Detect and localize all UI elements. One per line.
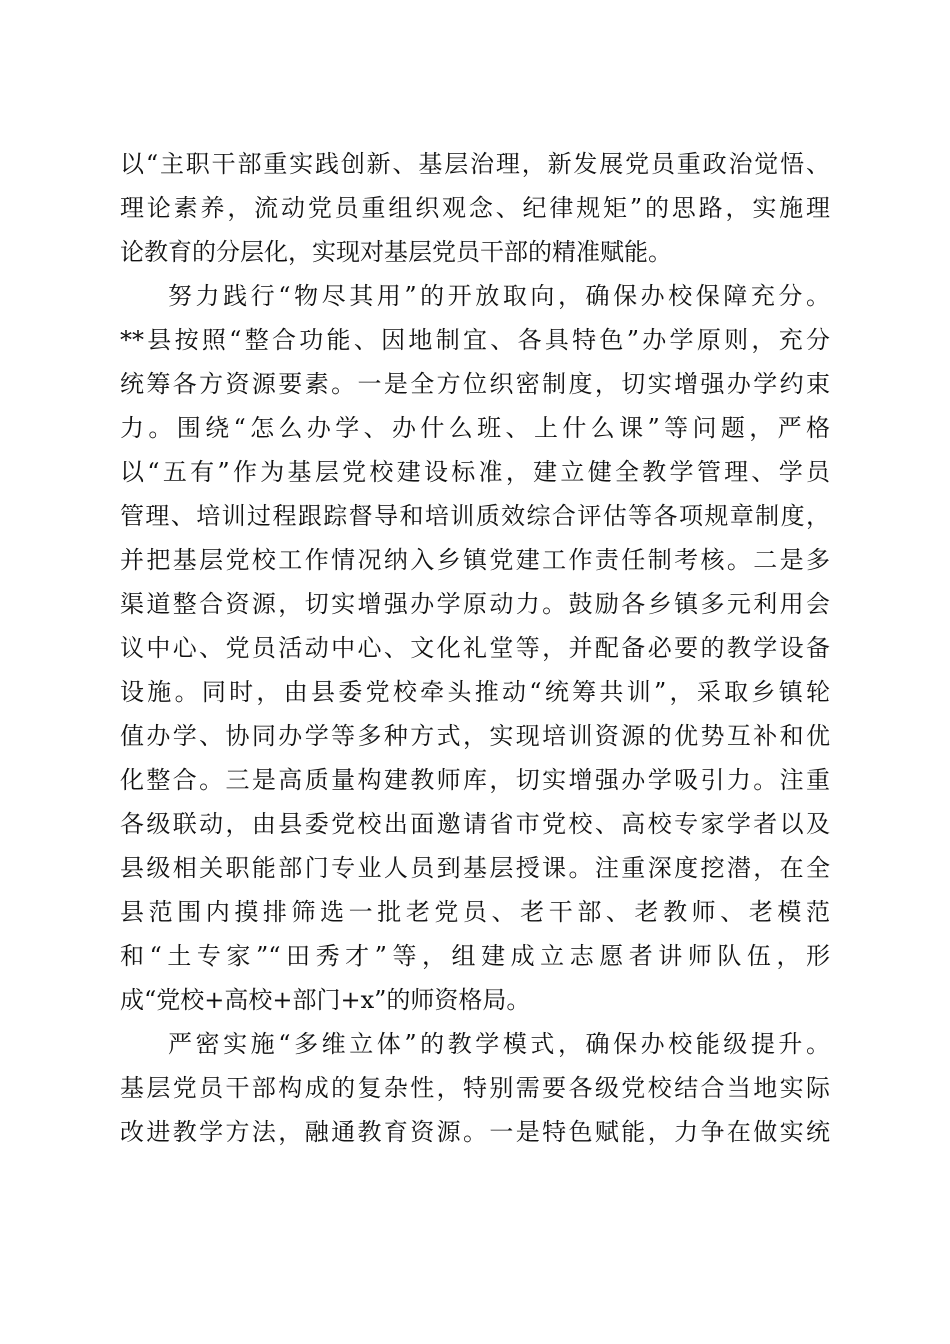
text-line-6: 统筹各方资源要素。一是全方位织密制度，切实增强办学约束 [120, 370, 830, 398]
paragraph-heading-2: 严密实施“多维立体”的教学模式，确保办校能级提升。 [168, 1030, 830, 1058]
text-line-12: 议中心、党员活动中心、文化礼堂等，并配备必要的教学设备 [120, 634, 830, 662]
text-line-16: 各级联动，由县委党校出面邀请省市党校、高校专家学者以及 [120, 810, 830, 838]
text-line-23: 改进教学方法，融通教育资源。一是特色赋能，力争在做实统 [120, 1118, 830, 1146]
text-line-7: 力。围绕“怎么办学、办什么班、上什么课”等问题，严格 [120, 414, 830, 442]
text-line-11: 渠道整合资源，切实增强办学原动力。鼓励各乡镇多元利用会 [120, 590, 830, 618]
text-line-20: 成“党校+高校+部门+x”的师资格局。 [120, 986, 531, 1014]
text-line-2: 理论素养，流动党员重组织观念、纪律规矩”的思路，实施理 [120, 194, 830, 222]
text-line-13: 设施。同时，由县委党校牵头推动“统筹共训”，采取乡镇轮 [120, 678, 830, 706]
text-line-1: 以“主职干部重实践创新、基层治理，新发展党员重政治觉悟、 [120, 150, 830, 178]
text-line-19: 和“土专家”“田秀才”等，组建成立志愿者讲师队伍，形 [120, 942, 830, 970]
text-line-8: 以“五有”作为基层党校建设标准，建立健全教学管理、学员 [120, 458, 830, 486]
text-line-22: 基层党员干部构成的复杂性，特别需要各级党校结合当地实际 [120, 1074, 830, 1102]
text-line-18: 县范围内摸排筛选一批老党员、老干部、老教师、老模范 [120, 898, 830, 926]
text-line-17: 县级相关职能部门专业人员到基层授课。注重深度挖潜，在全 [120, 854, 830, 882]
text-line-10: 并把基层党校工作情况纳入乡镇党建工作责任制考核。二是多 [120, 546, 830, 574]
text-line-5: **县按照“整合功能、因地制宜、各具特色”办学原则，充分 [120, 326, 830, 354]
text-line-15: 化整合。三是高质量构建教师库，切实增强办学吸引力。注重 [120, 766, 830, 794]
paragraph-heading-1: 努力践行“物尽其用”的开放取向，确保办校保障充分。 [168, 282, 830, 310]
text-line-3: 论教育的分层化，实现对基层党员干部的精准赋能。 [120, 238, 672, 266]
text-line-9: 管理、培训过程跟踪督导和培训质效综合评估等各项规章制度， [120, 502, 830, 530]
text-line-14: 值办学、协同办学等多种方式，实现培训资源的优势互补和优 [120, 722, 830, 750]
